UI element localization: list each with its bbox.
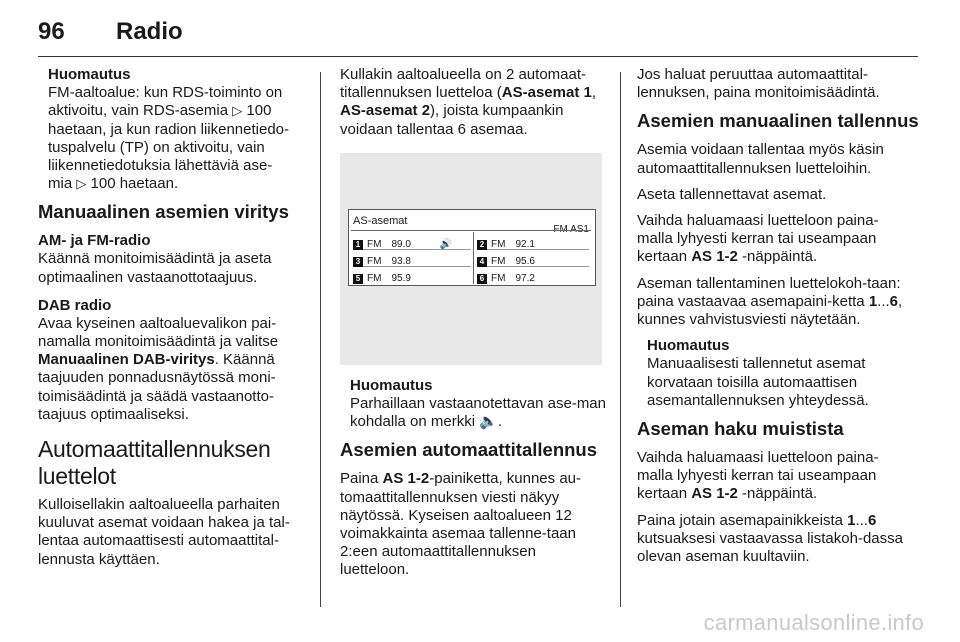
preset-3: 3 FM 93.8 [353,253,411,271]
note-text: Parhaillaan vastaanotettavan ase-man kohdalla on merkki [350,395,606,431]
note-text: mia ▷ 100 haetaan. [48,175,179,193]
paragraph: Käännä monitoimisäädintä ja aseta optimaalinen vastaanottotaajuus. [38,250,272,286]
page-ref-icon: ▷ [232,103,243,119]
paragraph: Aseman tallentaminen luettelokoh-taan: paina vastaavaa asemapaini-ketta 1...6, kunnes vahvistusviesti näytetään. [637,274,903,329]
paragraph: Aseta tallennettavat asemat. [637,185,827,203]
speaker-icon: 🔈 [479,413,498,431]
page-ref[interactable]: 100 [246,102,272,120]
preset-5: 5 FM 95.9 [353,270,411,288]
preset-1: 1 FM 89.0 🔊 [353,236,452,254]
paragraph: Vaihda haluamaasi luetteloon paina-malla lyhyesti kerran tai useampaan kertaan AS 1-2 -näppäintä. [637,212,879,266]
page-ref-icon: ▷ [76,176,87,192]
heading-auto-store: Asemien automaattitallennus [340,439,598,461]
subheading-dab: DAB radio [38,296,112,314]
note-text: haetaan, ja kun radion liikennetiedo- [48,120,290,138]
column-divider [320,72,321,607]
subheading-am-fm: AM- ja FM-radio [38,232,151,250]
preset-6: 6 FM 97.2 [477,270,535,288]
note-current-station: Huomautus Parhaillaan vastaanotettavan ase-man kohdalla on merkki 🔈. [350,376,606,431]
menu-item-ref: Manuaalinen DAB-viritys [38,351,215,369]
radio-screen-figure [340,153,602,365]
screen-title: AS-asemat [353,214,408,227]
header-rule [38,56,918,57]
as-stations-screen [348,209,596,286]
paragraph: Paina AS 1-2-painiketta, kunnes au-tomaattitallennuksen viesti näkyy näytössä. Kyseisen aaltoalueen 12 voimakkainta asemaa tallenne-taan 2:een automaattitallennuksen luetteloon. [340,470,581,579]
paragraph: Jos haluat peruuttaa automaattital-lennuksen, paina monitoimisäädintä. [637,66,880,102]
column-3 [637,66,919,574]
preset-4: 4 FM 95.6 [477,253,535,271]
paragraph: Kulloisellakin aaltoalueella parhaiten kuuluvat asemat voidaan hakea ja tal-lentaa automaattisesti automaattital-lennusta käyttäen. [38,496,290,568]
heading-manual-tuning: Manuaalinen asemien viritys [38,201,289,223]
note-title: Huomautus [48,66,131,83]
note-text: tuspalvelu (TP) on aktivoitu, vain [48,138,265,156]
note-text: aktivoitu, vain RDS-asemia ▷ 100 [48,102,272,120]
note-fm [38,66,306,193]
note-title: Huomautus [647,337,730,355]
column-1 [38,66,306,577]
column-2 [340,66,606,588]
screen-divider [351,230,591,231]
note-title: Huomautus [350,376,433,394]
section-title: Radio [116,18,183,45]
note-text: liikennetiedotuksia lähettäviä ase- [48,157,273,175]
heading-manual-save: Asemien manuaalinen tallennus [637,110,919,132]
note-text: FM-aaltoalue: kun RDS-toiminto on [48,84,283,102]
paragraph: Paina jotain asemapainikkeista 1...6 kutsuaksesi vastaavassa listakoh-dassa olevan aseman kuultaviin. [637,511,903,566]
note-text: Manuaalisesti tallennetut asemat korvataan toisilla automaattisen asemantallennuksen yhteydessä. [647,355,869,409]
paragraph: Vaihda haluamaasi luetteloon paina-malla lyhyesti kerran tai useampaan kertaan AS 1-2 -näppäintä. [637,449,879,503]
heading-memory-search: Aseman haku muistista [637,418,844,440]
page-ref[interactable]: 100 [90,175,116,193]
speaker-icon: 🔊 [439,238,453,250]
paragraph: Avaa kyseinen aaltoaluevalikon pai-namalla monitoimisäädintä ja valitse Manuaalinen DAB-viritys. Käännä taajuuden ponnadusnäytössä moni-toimisäädintä ja säädä vastaanotto-taajuus optimaaliseksi. [38,314,279,423]
preset-2: 2 FM 92.1 [477,236,535,254]
note-manual-overwrite [637,337,912,410]
page-number: 96 [38,18,65,45]
heading-auto-lists: Automaattitallennuksen luettelot [38,436,271,490]
watermark: carmanualsonline.info [703,610,924,635]
paragraph: Asemia voidaan tallentaa myös käsin automaattitallennuksen luetteloihin. [637,141,884,177]
screen-divider [473,232,474,284]
paragraph: Kullakin aaltoalueella on 2 automaat-titallennuksen luetteloa (AS-asemat 1, AS-asemat 2), joista kumpaankin voidaan tallentaa 6 asemaa. [340,66,596,138]
column-divider [620,72,621,607]
